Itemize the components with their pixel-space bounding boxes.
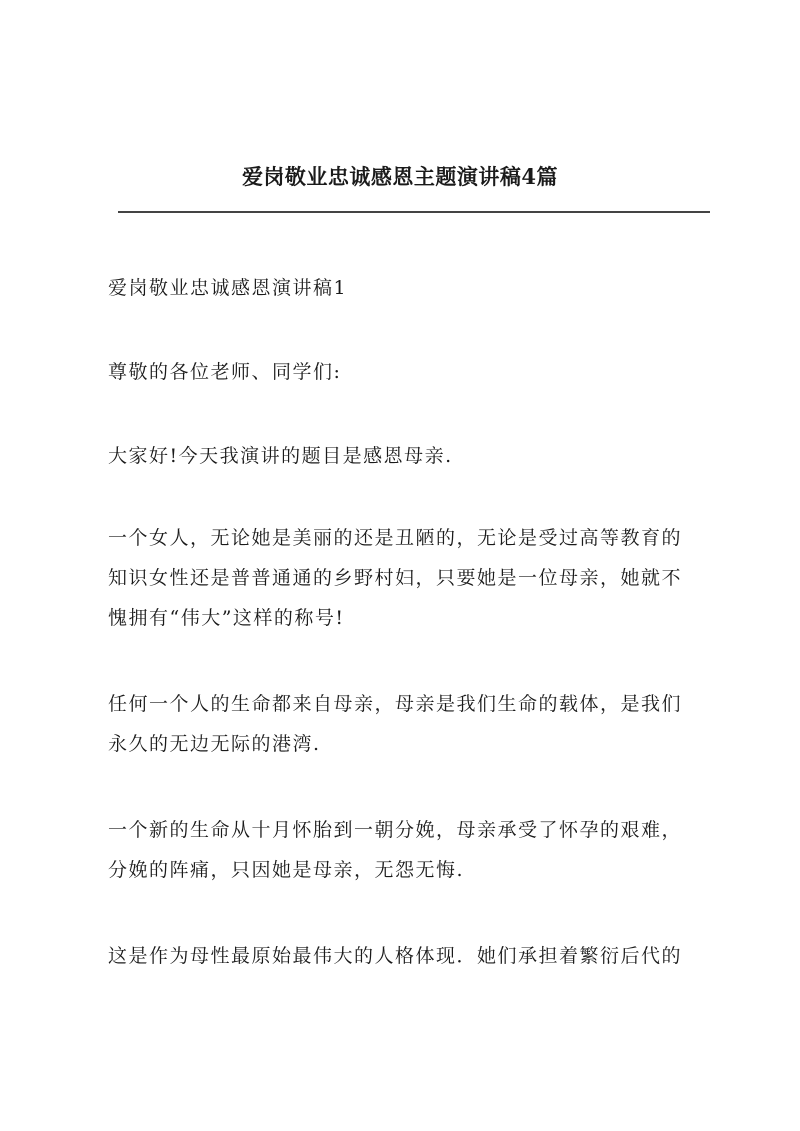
greeting-line: 尊敬的各位老师、同学们: (108, 361, 342, 383)
paragraph-4 (108, 936, 710, 976)
title-underline (118, 211, 710, 213)
paragraph-line: 愧拥有“伟大”这样的称号! (108, 607, 345, 629)
paragraph-line: 知识女性还是普普通通的乡野村妇，只要她是一位母亲，她就不 (108, 567, 683, 589)
opening-line: 大家好!今天我演讲的题目是感恩母亲. (108, 445, 453, 467)
paragraph-1 (108, 518, 710, 638)
paragraph-3 (108, 810, 710, 890)
paragraph-line: 永久的无边无际的港湾. (108, 733, 321, 755)
paragraph-2 (108, 684, 710, 764)
paragraph-line: 任何一个人的生命都来自母亲，母亲是我们生命的载体，是我们 (108, 693, 683, 715)
section-heading: 爱岗敬业忠诚感恩演讲稿1 (108, 277, 348, 299)
paragraph-line: 分娩的阵痛，只因她是母亲，无怨无悔. (108, 859, 465, 881)
paragraph-line: 这是作为母性最原始最伟大的人格体现．她们承担着繁衍后代的 (108, 945, 683, 967)
paragraph-line: 一个女人，无论她是美丽的还是丑陋的，无论是受过高等教育的 (108, 527, 683, 549)
document-title: 爱岗敬业忠诚感恩主题演讲稿4篇 (241, 164, 559, 189)
paragraph-line: 一个新的生命从十月怀胎到一朝分娩，母亲承受了怀孕的艰难， (108, 819, 683, 841)
